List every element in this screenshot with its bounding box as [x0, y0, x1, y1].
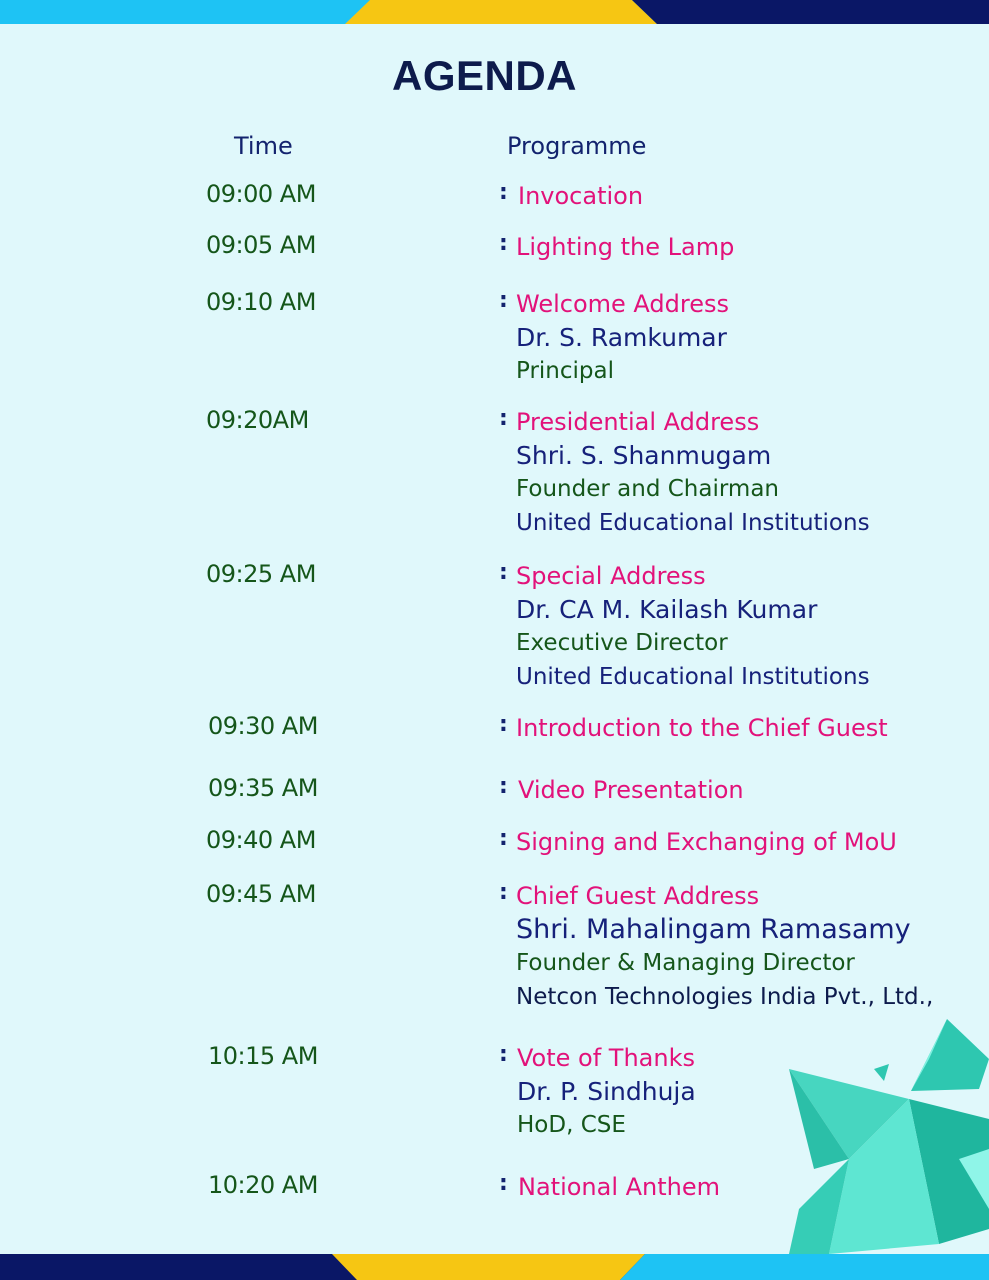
agenda-programme: [516, 406, 870, 540]
agenda-time: 09:45 AM: [206, 880, 316, 908]
bottom-color-band: [0, 1254, 989, 1280]
programme-title: Welcome Address: [516, 290, 729, 318]
agenda-time: 10:15 AM: [208, 1042, 318, 1070]
agenda-programme: [516, 712, 888, 745]
agenda-programme: [518, 180, 643, 213]
agenda-programme: [516, 231, 734, 264]
separator-colon: :: [499, 1042, 508, 1067]
speaker-organization: United Educational Institutions: [516, 664, 870, 690]
programme-title: Special Address: [516, 562, 706, 590]
speaker-name: Dr. CA M. Kailash Kumar: [516, 595, 818, 624]
speaker-role: Founder & Managing Director: [516, 950, 855, 976]
separator-colon: :: [499, 288, 508, 313]
speaker-role: Founder and Chairman: [516, 476, 779, 502]
separator-colon: :: [499, 180, 508, 205]
separator-colon: :: [499, 826, 508, 851]
agenda-programme: [518, 774, 744, 807]
agenda-programme: [517, 1042, 696, 1142]
speaker-organization: United Educational Institutions: [516, 510, 870, 536]
agenda-time: 09:40 AM: [206, 826, 316, 854]
agenda-time: 09:00 AM: [206, 180, 316, 208]
speaker-role: HoD, CSE: [517, 1112, 626, 1138]
agenda-programme: [516, 560, 870, 694]
programme-title: Vote of Thanks: [517, 1044, 695, 1072]
separator-colon: :: [499, 406, 508, 431]
programme-title: Lighting the Lamp: [516, 233, 735, 261]
agenda-time: 10:20 AM: [208, 1171, 318, 1199]
agenda-programme: [516, 288, 729, 388]
speaker-name: Shri. Mahalingam Ramasamy: [516, 914, 911, 945]
agenda-time: 09:35 AM: [208, 774, 318, 802]
separator-colon: :: [499, 560, 508, 585]
programme-title: Invocation: [518, 182, 644, 210]
agenda-programme: [516, 880, 933, 1014]
page-title: AGENDA: [391, 52, 577, 99]
speaker-organization: Netcon Technologies India Pvt., Ltd.,: [516, 984, 934, 1010]
speaker-name: Shri. S. Shanmugam: [516, 441, 772, 470]
agenda-time: 09:10 AM: [206, 288, 316, 316]
speaker-name: Dr. S. Ramkumar: [516, 323, 727, 352]
crystal-decoration: [789, 1019, 989, 1254]
speaker-role: Executive Director: [516, 630, 728, 656]
separator-colon: :: [499, 231, 508, 256]
agenda-time: 09:30 AM: [208, 712, 318, 740]
programme-title: Chief Guest Address: [516, 882, 760, 910]
time-column-header: Time: [234, 132, 293, 160]
programme-title: Signing and Exchanging of MoU: [516, 828, 897, 856]
agenda-programme: [516, 826, 897, 859]
speaker-name: Dr. P. Sindhuja: [517, 1077, 696, 1106]
separator-colon: :: [499, 880, 508, 905]
programme-title: National Anthem: [518, 1173, 721, 1201]
programme-title: Presidential Address: [516, 408, 760, 436]
separator-colon: :: [499, 774, 508, 799]
speaker-role: Principal: [516, 358, 615, 384]
separator-colon: :: [499, 712, 508, 737]
agenda-programme: [518, 1171, 720, 1204]
programme-title: Introduction to the Chief Guest: [516, 714, 888, 742]
programme-title: Video Presentation: [518, 776, 744, 804]
agenda-time: 09:20AM: [206, 406, 309, 434]
separator-colon: :: [499, 1171, 508, 1196]
programme-column-header: Programme: [507, 132, 647, 160]
agenda-time: 09:25 AM: [206, 560, 316, 588]
agenda-time: 09:05 AM: [206, 231, 316, 259]
